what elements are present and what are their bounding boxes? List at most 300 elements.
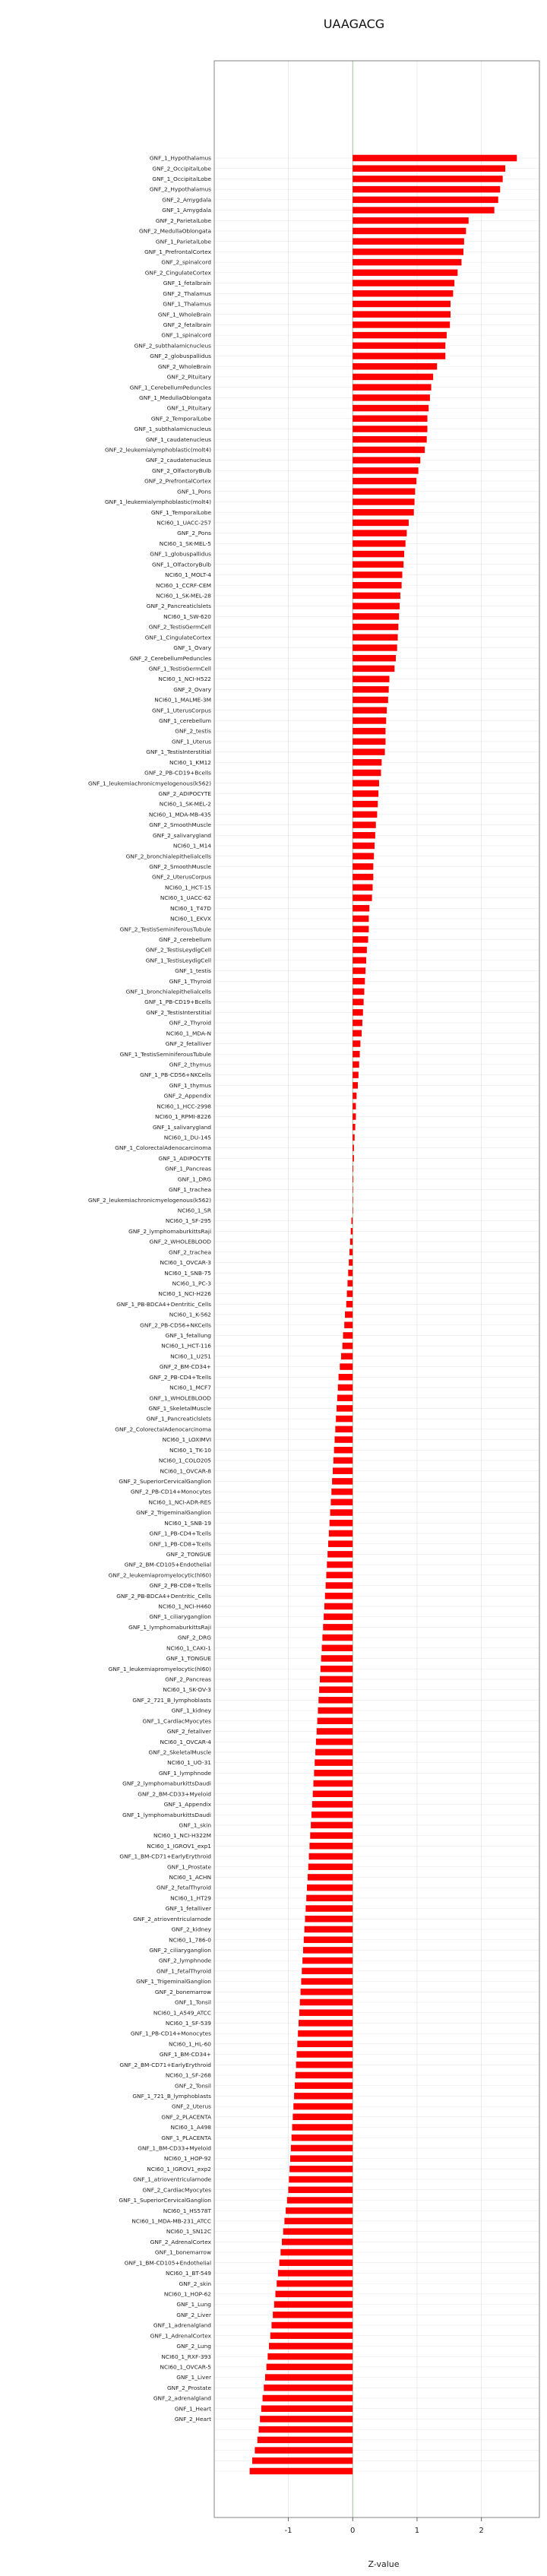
bar — [276, 2291, 353, 2298]
bar — [300, 1999, 353, 2006]
category-label: GNF_2_leukemiapromyelocytic(hl60) — [108, 1571, 211, 1579]
bar — [302, 1957, 353, 1964]
x-axis-label: Z-value — [368, 2559, 400, 2569]
bar — [353, 467, 418, 474]
category-label: NCI60_1_NCI-H460 — [158, 1603, 211, 1610]
bar — [286, 2207, 353, 2214]
category-label: GNF_2_PLACENTA — [161, 2113, 211, 2121]
category-label: GNF_2_leukemialymphoblastic(molt4) — [104, 446, 211, 454]
bar — [280, 2260, 353, 2267]
bar — [353, 874, 373, 881]
bar — [295, 2082, 353, 2089]
category-label: NCI60_1_MCF7 — [169, 1384, 211, 1391]
bar — [301, 1989, 353, 1995]
bar — [353, 1144, 354, 1151]
bar — [353, 1040, 360, 1047]
category-label: NCI60_1_MALME-3M — [154, 696, 211, 704]
category-label: GNF_1_fetalliver — [165, 1905, 211, 1913]
category-label: NCI60_1_OVCAR-5 — [160, 2363, 211, 2371]
bar — [339, 1374, 353, 1381]
bar — [271, 2322, 353, 2329]
bar — [353, 666, 394, 672]
bar — [353, 936, 368, 943]
category-label: GNF_2_lymphomaburkittsDaudi — [122, 1780, 211, 1787]
category-label: GNF_1_MedullaOblongata — [139, 394, 211, 401]
category-label: GNF_2_PrefrontalCortex — [144, 477, 211, 485]
bar — [353, 717, 386, 724]
category-label: GNF_1_CingulateCortex — [144, 634, 211, 641]
category-label: GNF_2_Pituitary — [166, 373, 211, 381]
bar — [353, 593, 400, 600]
category-label: GNF_2_spinalcord — [161, 258, 211, 266]
bar — [250, 2468, 353, 2475]
category-label: NCI60_1_OVCAR-8 — [160, 1467, 211, 1475]
category-label: GNF_1_ColorectalAdenocarcinoma — [115, 1144, 211, 1152]
bar — [306, 1895, 353, 1902]
bar — [353, 603, 400, 609]
category-label: NCI60_1_LOXIMVI — [162, 1436, 211, 1444]
category-label: GNF_2_AdrenalCortex — [150, 2238, 211, 2245]
category-label: NCI60_1_HT29 — [170, 1894, 211, 1902]
category-label: GNF_2_WHOLEBLOOD — [149, 1238, 211, 1245]
bar — [353, 947, 367, 954]
bar — [314, 1780, 353, 1787]
bar — [337, 1394, 353, 1401]
bar — [353, 238, 464, 245]
bar — [328, 1540, 353, 1547]
bar — [353, 416, 427, 422]
category-label: NCI60_1_MDA-MB-435 — [148, 811, 211, 818]
category-label: GNF_2_Tonsil — [174, 2082, 211, 2090]
category-label: GNF_1_lymphomaburkittsRaji — [128, 1623, 211, 1631]
bar — [278, 2270, 353, 2277]
category-label: GNF_2_fetalThyroid — [157, 1884, 211, 1891]
bar — [353, 894, 372, 901]
bar — [315, 1759, 353, 1766]
category-label: GNF_2_PB-CD4+Tcells — [149, 1373, 211, 1381]
bar — [353, 478, 416, 485]
category-label: NCI60_1_CCRF-CEM — [156, 581, 211, 589]
category-label: GNF_1_Hypothalamus — [149, 154, 211, 162]
category-label: NCI60_1_K-562 — [169, 1311, 211, 1318]
bar — [353, 530, 406, 536]
category-label: NCI60_1_UACC-62 — [160, 894, 211, 902]
bar — [326, 1582, 353, 1589]
bar — [288, 2187, 353, 2194]
bar — [353, 301, 451, 308]
bar — [280, 2249, 353, 2256]
bar — [353, 436, 426, 443]
category-label: GNF_2_leukemiachronicmyelogenous(k562) — [87, 1196, 211, 1204]
bar — [255, 2447, 353, 2454]
category-label: GNF_1_adrenalgland — [153, 2321, 211, 2329]
bar — [330, 1520, 353, 1527]
bar — [334, 1457, 353, 1464]
bar — [344, 1321, 353, 1328]
bar — [353, 885, 372, 891]
bar — [317, 1728, 353, 1735]
category-label: GNF_1_Uterus — [171, 738, 211, 745]
category-label: NCI60_1_HOP-62 — [163, 2290, 211, 2298]
bar — [353, 801, 378, 808]
bar — [353, 270, 457, 277]
bar — [311, 1822, 353, 1829]
category-label: GNF_2_TrigeminalGanglion — [136, 1509, 211, 1517]
bar — [330, 1509, 353, 1516]
category-label: GNF_1_PB-CD8+Tcells — [149, 1540, 211, 1548]
bar — [318, 1697, 353, 1704]
bar — [353, 498, 414, 505]
category-label: GNF_2_TemporalLobe — [150, 415, 211, 422]
category-label: NCI60_1_SF-539 — [165, 2019, 211, 2027]
bar — [323, 1624, 353, 1631]
category-label: GNF_1_salivarygland — [152, 1123, 211, 1131]
category-label: GNF_2_TONGUE — [166, 1550, 211, 1558]
x-axis-ticks — [284, 2517, 483, 2535]
category-label: GNF_1_Prostate — [166, 1863, 211, 1871]
bar — [353, 926, 368, 932]
bar — [315, 1749, 353, 1756]
category-label: NCI60_1_A549_ATCC — [153, 2009, 211, 2017]
bar — [353, 343, 445, 350]
category-label: GNF_2_OlfactoryBulb — [152, 467, 211, 474]
category-label: GNF_2_Ovary — [173, 685, 211, 693]
bar — [321, 1655, 353, 1662]
bar — [353, 363, 437, 370]
bar — [353, 217, 469, 224]
bar — [349, 1259, 353, 1266]
bar — [346, 1301, 353, 1308]
bar — [353, 489, 415, 495]
bar — [353, 728, 385, 735]
category-label: GNF_2_CardiacMyocytes — [142, 2186, 211, 2194]
category-label: GNF_2_CerebellumPeduncles — [129, 654, 211, 662]
category-label: NCI60_1_COLO205 — [158, 1457, 211, 1464]
category-label: GNF_1_WholeBrain — [157, 311, 211, 318]
category-label: GNF_1_lymphnode — [158, 1769, 211, 1777]
bar — [353, 812, 377, 818]
bar — [341, 1353, 353, 1360]
bar — [337, 1405, 353, 1412]
category-label: GNF_1_lymphomaburkittsDaudi — [122, 1811, 211, 1818]
bar — [353, 644, 397, 651]
category-label: GNF_2_Appendix — [163, 1092, 211, 1100]
bar — [353, 374, 433, 381]
bar — [325, 1593, 353, 1600]
bar — [353, 259, 461, 266]
category-label: NCI60_1_DU-145 — [163, 1134, 211, 1141]
bar — [353, 321, 450, 328]
bar — [305, 1905, 353, 1912]
bar — [353, 447, 425, 454]
bar — [334, 1447, 353, 1454]
category-label: NCI60_1_M14 — [172, 842, 211, 850]
category-label: NCI60_1_NCI-ADR-RES — [148, 1498, 211, 1506]
category-label: GNF_1_bonemarrow — [154, 2248, 211, 2256]
bar — [267, 2353, 353, 2360]
bar — [353, 697, 388, 704]
category-label: GNF_2_thymus — [169, 1061, 211, 1068]
bar — [289, 2176, 353, 2183]
bar — [343, 1332, 353, 1339]
bar — [309, 1843, 353, 1850]
category-label: GNF_1_Thalamus — [163, 300, 211, 308]
bar — [333, 1467, 353, 1474]
category-label: GNF_1_bronchialepithelialcells — [125, 988, 211, 995]
category-label: GNF_2_ADIPOCYTE — [158, 790, 211, 798]
bar — [350, 1239, 353, 1245]
category-label: GNF_2_SkeletalMuscle — [148, 1748, 211, 1756]
bar — [274, 2301, 353, 2308]
x-tick-label: -1 — [284, 2527, 292, 2535]
bar — [310, 1832, 353, 1839]
bar — [308, 1863, 353, 1870]
category-label: GNF_2_salivarygland — [152, 831, 211, 839]
bar — [338, 1385, 353, 1391]
bar — [301, 1978, 353, 1985]
category-label: GNF_1_SuperiorCervicalGanglion — [119, 2197, 211, 2204]
bar — [299, 2020, 353, 2027]
category-label: GNF_2_BM-CD33+Myeloid — [138, 1790, 211, 1798]
bar — [353, 916, 368, 922]
bar — [353, 1135, 355, 1141]
bar — [260, 2416, 353, 2423]
bar — [353, 280, 454, 286]
bar — [316, 1739, 353, 1745]
bar — [353, 457, 420, 464]
bar — [353, 1113, 356, 1120]
category-label: GNF_1_BM-CD105+Endothelial — [124, 2259, 211, 2267]
category-label: GNF_2_BM-CD105+Endothelial — [124, 1561, 211, 1568]
category-label: GNF_2_Pons — [177, 530, 211, 537]
category-label: GNF_1_BM-CD33+Myeloid — [138, 2144, 211, 2152]
category-label: GNF_1_caudatenucleus — [145, 435, 211, 443]
category-label: GNF_2_Amygdala — [162, 196, 211, 204]
bar — [353, 998, 363, 1005]
category-label: GNF_2_ParietalLobe — [155, 217, 211, 224]
category-label: GNF_1_BM-CD34+ — [159, 2051, 211, 2059]
category-label: GNF_1_TemporalLobe — [150, 508, 211, 516]
bar — [353, 655, 396, 662]
bar — [353, 707, 387, 714]
category-label: GNF_1_TONGUE — [166, 1655, 211, 1663]
bar — [319, 1686, 353, 1693]
category-label: NCI60_1_ACHN — [169, 1874, 211, 1881]
bar — [307, 1885, 353, 1891]
category-label: GNF_2_BM-CD71+EarlyErythroid — [119, 2061, 211, 2068]
bar — [308, 1874, 353, 1881]
bar — [336, 1416, 353, 1422]
category-label: GNF_1_skin — [179, 1821, 211, 1829]
category-label: NCI60_1_HOP-92 — [163, 2155, 211, 2163]
bar — [348, 1270, 353, 1277]
category-label: GNF_2_subthalamicnucleus — [134, 342, 211, 350]
category-label: GNF_2_kidney — [171, 1926, 211, 1933]
category-label: GNF_2_UterusCorpus — [152, 873, 211, 881]
category-label: GNF_2_Thyroid — [169, 1019, 211, 1027]
category-label: GNF_1_Heart — [174, 2405, 211, 2413]
category-label: GNF_1_AdrenalCortex — [150, 2332, 211, 2340]
bar — [353, 1071, 359, 1078]
category-label: GNF_2_trachea — [169, 1248, 211, 1256]
bar — [284, 2218, 353, 2225]
category-label: GNF_2_testis — [175, 727, 211, 735]
category-label: GNF_2_TestisSeminiferousTubule — [119, 926, 211, 933]
bar — [353, 978, 365, 985]
bar — [353, 843, 375, 850]
category-label: NCI60_1_A498 — [170, 2124, 211, 2131]
category-label: NCI60_1_UACC-257 — [157, 519, 211, 527]
bar — [353, 165, 505, 172]
category-label: NCI60_1_CAKI-1 — [166, 1644, 211, 1652]
bar — [353, 1093, 356, 1100]
bar — [329, 1530, 353, 1537]
category-label: NCI60_1_IGROV1_exp1 — [147, 1842, 211, 1850]
category-label: GNF_1_leukemiachronicmyelogenous(k562) — [87, 780, 211, 787]
category-label: GNF_1_fetalThyroid — [157, 1967, 211, 1975]
bar — [353, 832, 375, 839]
bar — [353, 197, 498, 204]
bar — [283, 2228, 353, 2235]
bar — [334, 1436, 353, 1443]
category-label: GNF_1_TestisSeminiferousTubule — [119, 1050, 211, 1058]
bar — [353, 1062, 359, 1068]
category-label: NCI60_1_HCC-2998 — [157, 1103, 211, 1110]
category-label: NCI60_1_T47D — [170, 904, 211, 912]
bar — [353, 384, 431, 391]
bar — [353, 290, 453, 297]
bar — [347, 1290, 353, 1297]
bar — [297, 2041, 353, 2048]
category-label: GNF_1_ParietalLobe — [155, 238, 211, 245]
bar — [353, 967, 365, 974]
category-label: GNF_2_SuperiorCervicalGanglion — [119, 1477, 211, 1485]
bar — [353, 1155, 354, 1162]
category-label: NCI60_1_SW-620 — [163, 612, 211, 620]
category-label: NCI60_1_HS578T — [163, 2207, 211, 2214]
bar — [353, 989, 364, 995]
category-label: NCI60_1_SK-MEL-5 — [159, 540, 211, 547]
category-label: GNF_1_Pons — [177, 488, 211, 495]
bar — [320, 1676, 353, 1683]
category-label: GNF_2_BM-CD34+ — [159, 1363, 211, 1371]
category-label: GNF_1_kidney — [171, 1707, 211, 1714]
category-label: GNF_2_ColorectalAdenocarcinoma — [115, 1426, 211, 1433]
bar — [347, 1280, 353, 1287]
bar — [270, 2332, 353, 2339]
bar — [292, 2114, 353, 2121]
category-label: GNF_1_spinalcord — [161, 331, 211, 339]
category-label: NCI60_1_SF-295 — [165, 1217, 211, 1225]
bar — [353, 1051, 359, 1058]
category-label: NCI60_1_SF-268 — [165, 2071, 211, 2079]
category-label: NCI60_1_MDA-MB-231_ATCC — [131, 2217, 211, 2225]
bar — [269, 2343, 353, 2350]
bar — [299, 2009, 353, 2016]
category-label: GNF_1_TrigeminalGanglion — [136, 1978, 211, 1986]
category-label: GNF_1_OccipitalLobe — [152, 176, 211, 183]
category-label: NCI60_1_SK-OV-3 — [163, 1686, 211, 1694]
category-label: NCI60_1_SR — [177, 1207, 211, 1214]
bar — [353, 176, 502, 182]
category-label: GNF_1_CardiacMyocytes — [142, 1717, 211, 1725]
category-label: GNF_2_Heart — [174, 2416, 211, 2423]
bar — [353, 562, 403, 568]
category-label: NCI60_1_OVCAR-3 — [160, 1259, 211, 1267]
bar — [304, 1936, 353, 1943]
category-label: NCI60_1_UO-31 — [167, 1759, 211, 1767]
category-label: GNF_2_CingulateCortex — [144, 269, 211, 277]
category-label: GNF_1_Appendix — [163, 1801, 211, 1809]
category-label: NCI60_1_NCI-H322M — [153, 1832, 211, 1840]
bar — [353, 520, 409, 527]
category-label: GNF_1_PB-CD14+Monocytes — [130, 2030, 211, 2037]
category-labels — [88, 155, 212, 2423]
bar — [332, 1478, 353, 1485]
category-label: NCI60_1_OVCAR-4 — [160, 1738, 211, 1745]
category-label: GNF_1_thymus — [169, 1081, 211, 1089]
bar — [303, 1947, 353, 1954]
category-label: NCI60_1_SNB-19 — [164, 1519, 211, 1527]
category-label: GNF_2_MedullaOblongata — [139, 227, 211, 235]
category-label: NCI60_1_KM12 — [169, 758, 211, 766]
category-label: GNF_1_Lung — [176, 2301, 211, 2309]
category-label: GNF_1_Pancreas — [165, 1165, 211, 1172]
bar — [296, 2072, 353, 2079]
bar — [353, 353, 445, 359]
bar — [296, 2051, 353, 2058]
category-label: GNF_1_OlfactoryBulb — [152, 561, 211, 568]
bar — [351, 1228, 353, 1235]
bar — [353, 551, 404, 558]
chart-title: UAAGACG — [323, 17, 385, 31]
bar — [321, 1666, 353, 1673]
bar — [282, 2239, 353, 2245]
bar — [349, 1248, 353, 1255]
category-label: GNF_2_ciliaryganglion — [149, 1947, 211, 1954]
category-label: GNF_1_721_B_lymphoblasts — [132, 2092, 211, 2100]
bar — [322, 1635, 353, 1641]
category-label: GNF_1_trachea — [169, 1186, 211, 1194]
category-label: GNF_2_atrioventricularnode — [133, 1915, 211, 1923]
bar — [353, 613, 399, 620]
category-label: GNF_2_DRG — [177, 1634, 211, 1641]
category-label: GNF_2_fetallver — [166, 1728, 211, 1736]
bar — [291, 2145, 353, 2152]
category-label: GNF_1_Liver — [176, 2374, 211, 2381]
bar — [330, 1499, 353, 1506]
bar — [353, 509, 414, 516]
bar — [331, 1489, 353, 1495]
bar — [326, 1572, 353, 1579]
category-label: NCI60_1_HCT-116 — [161, 1342, 211, 1350]
bar — [353, 759, 381, 766]
category-label: GNF_1_fetallung — [165, 1332, 211, 1340]
category-label: GNF_2_Lung — [176, 2343, 211, 2350]
category-label: GNF_1_Tonsil — [174, 1998, 211, 2006]
category-label: GNF_2_PB-CD14+Monocytes — [130, 1488, 211, 1495]
bar — [292, 2124, 353, 2131]
bar — [353, 311, 451, 318]
bar — [353, 790, 378, 797]
bar — [353, 686, 388, 693]
bar — [353, 739, 385, 745]
bar — [294, 2093, 353, 2100]
category-label: GNF_1_WHOLEBLOOD — [149, 1394, 211, 1402]
category-label: GNF_1_ciliaryganglion — [149, 1613, 211, 1621]
bar — [353, 540, 405, 547]
x-tick-label: 2 — [479, 2527, 484, 2535]
